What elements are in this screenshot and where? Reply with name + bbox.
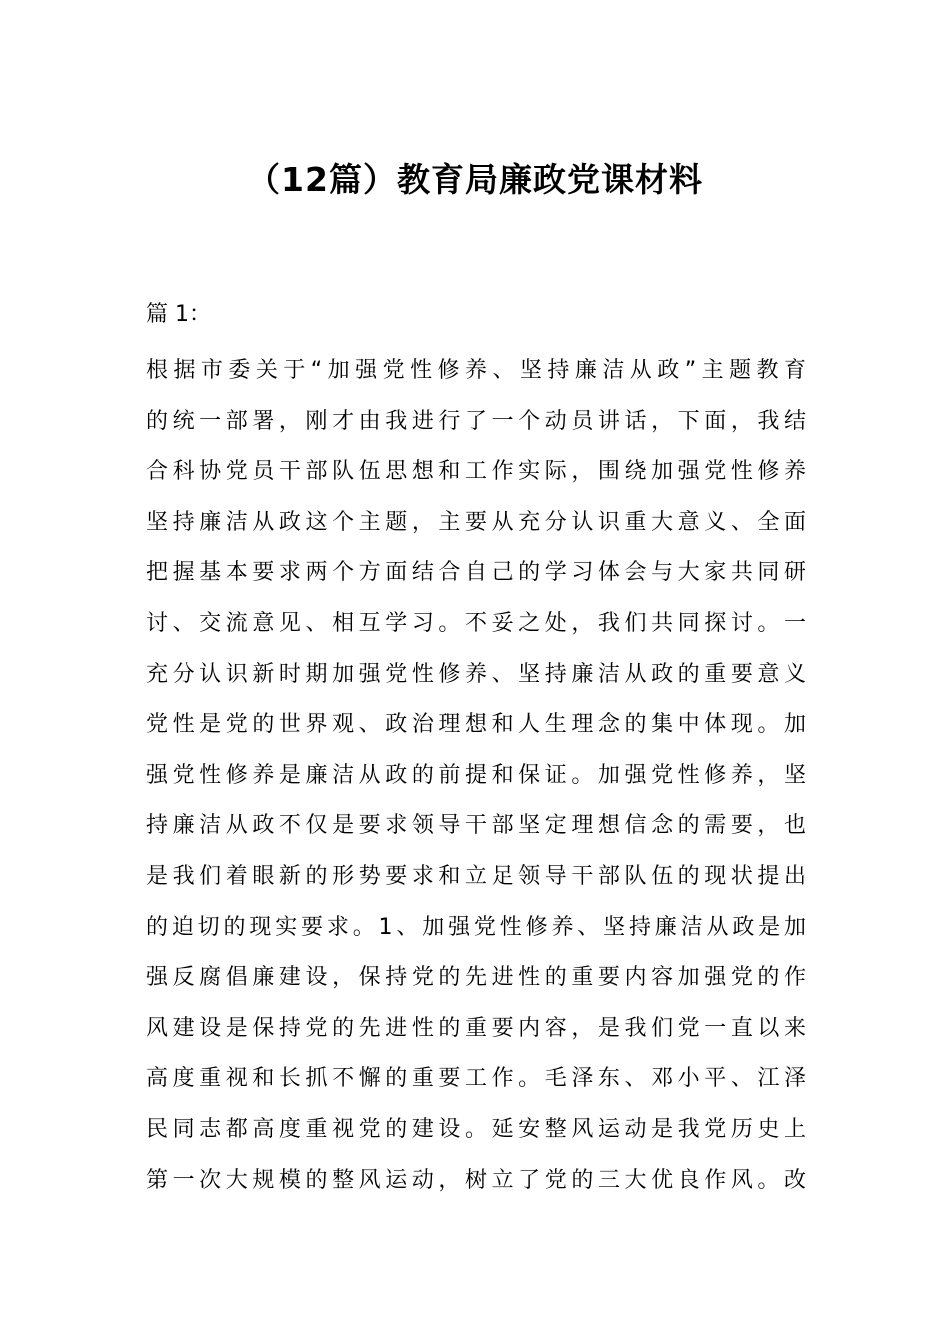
body-line: 持廉洁从政不仅是要求领导干部坚定理想信念的需要，也 bbox=[146, 813, 806, 839]
document-title: （12篇）教育局廉政党课材料 bbox=[247, 160, 703, 199]
body-line: 合科协党员干部队伍思想和工作实际，围绕加强党性修养 bbox=[146, 459, 806, 485]
body-text bbox=[146, 346, 806, 1206]
body-line: 强党性修养是廉洁从政的前提和保证。加强党性修养，坚 bbox=[146, 762, 806, 788]
body-line: 的统一部署，刚才由我进行了一个动员讲话，下面，我结 bbox=[146, 408, 806, 434]
body-line: 高度重视和长抓不懈的重要工作。毛泽东、邓小平、江泽 bbox=[146, 1066, 806, 1092]
body-line: 坚持廉洁从政这个主题，主要从充分认识重大意义、全面 bbox=[146, 509, 806, 535]
body-line: 讨、交流意见、相互学习。不妥之处，我们共同探讨。一 bbox=[146, 610, 806, 636]
section-label: 篇 1： bbox=[146, 302, 211, 327]
body-line: 把握基本要求两个方面结合自己的学习体会与大家共同研 bbox=[146, 560, 806, 586]
body-line: 强反腐倡廉建设，保持党的先进性的重要内容加强党的作 bbox=[146, 965, 806, 991]
body-line: 根据市委关于“加强党性修养、坚持廉洁从政”主题教育 bbox=[146, 358, 806, 383]
body-line: 风建设是保持党的先进性的重要内容，是我们党一直以来 bbox=[146, 1015, 806, 1041]
body-line: 民同志都高度重视党的建设。延安整风运动是我党历史上 bbox=[146, 1116, 806, 1142]
body-line: 第一次大规模的整风运动，树立了党的三大优良作风。改 bbox=[146, 1167, 806, 1193]
body-line: 党性是党的世界观、政治理想和人生理念的集中体现。加 bbox=[146, 712, 806, 738]
body-line: 充分认识新时期加强党性修养、坚持廉洁从政的重要意义 bbox=[146, 661, 806, 687]
body-line: 是我们着眼新的形势要求和立足领导干部队伍的现状提出 bbox=[146, 863, 806, 889]
body-line: 的迫切的现实要求。1、加强党性修养、坚持廉洁从政是加 bbox=[146, 914, 806, 940]
